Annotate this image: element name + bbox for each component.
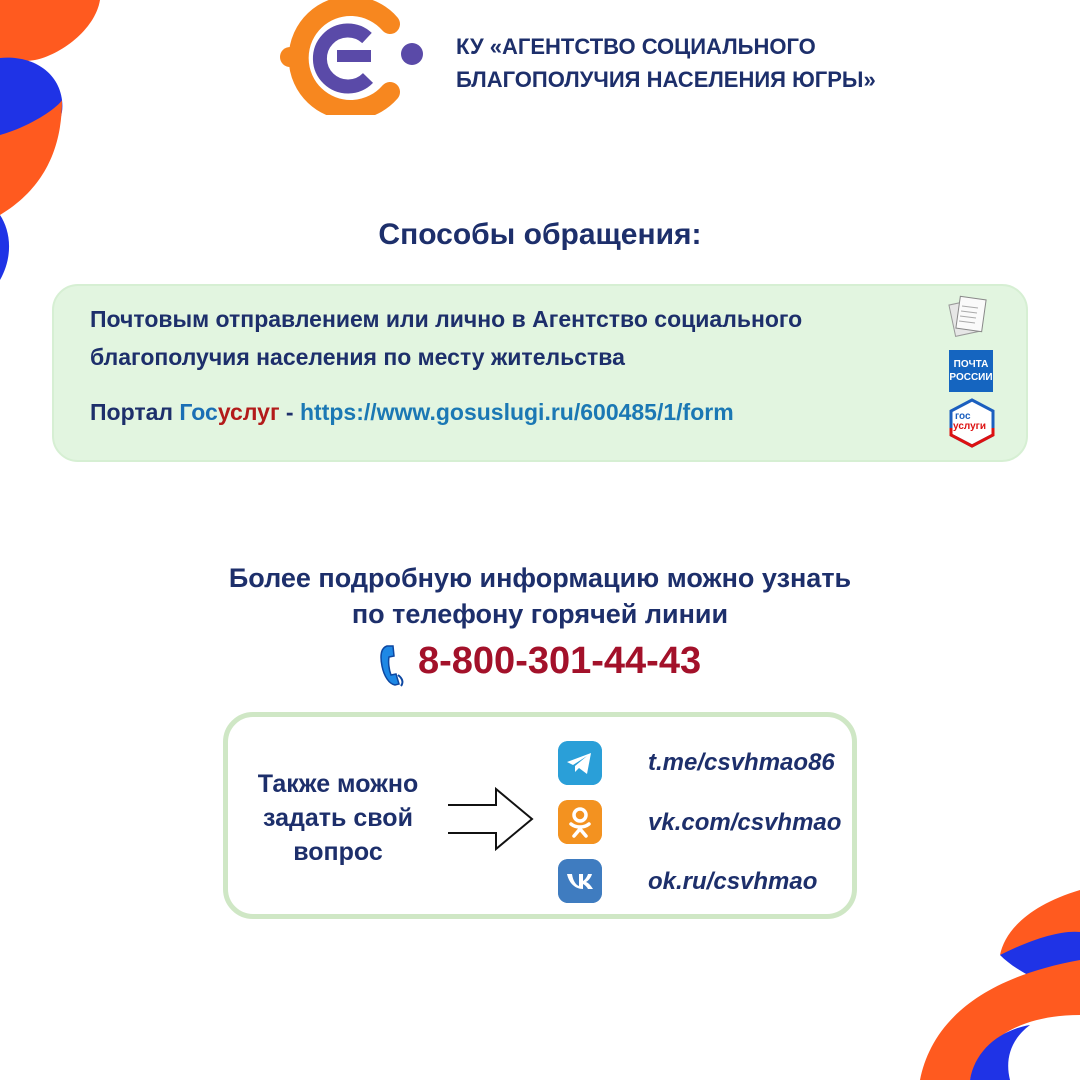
hotline-info-line2: по телефону горячей линии <box>351 599 729 629</box>
vk-icon[interactable] <box>558 859 602 903</box>
portal-url-link[interactable]: https://www.gosuslugi.ru/600485/1/form <box>299 399 734 425</box>
org-title-line2: БЛАГОПОЛУЧИЯ НАСЕЛЕНИЯ ЮГРЫ» <box>456 67 876 92</box>
ask-question-text <box>248 767 428 869</box>
contact-methods-box <box>52 284 1028 462</box>
telegram-icon[interactable] <box>558 741 602 785</box>
gos-icon-line2: услуги <box>953 421 986 432</box>
social-link-3[interactable]: ok.ru/csvhmao <box>648 868 818 895</box>
hotline-info-line1: Более подробную информацию можно узнать <box>228 563 852 593</box>
ask-line1: Также можно <box>257 770 419 798</box>
russian-post-icon <box>949 350 993 392</box>
method-post-line1: Почтовым отправлением или лично в Агентство социального <box>90 306 803 332</box>
hotline-info <box>0 560 1080 632</box>
org-title-line1: КУ «АГЕНТСТВО СОЦИАЛЬНОГО <box>456 34 816 59</box>
phone-row <box>378 640 702 690</box>
method-post-line2: благополучия населения по месту жительства <box>90 344 625 370</box>
post-icon-line1: ПОЧТА <box>953 359 989 370</box>
post-icon-line2: РОССИИ <box>949 372 993 383</box>
portal-dash: - <box>279 399 300 425</box>
agency-logo <box>272 0 432 115</box>
gosuslugi-icon <box>949 398 995 448</box>
method-portal-line <box>90 399 734 426</box>
arrow-right-icon <box>446 787 536 851</box>
phone-icon <box>378 642 410 688</box>
gos-icon-line1: гос <box>955 411 971 422</box>
ask-line3: вопрос <box>293 838 383 866</box>
gosuslugi-part1: Гос <box>179 399 218 425</box>
gosuslugi-part2: услуг <box>217 399 280 425</box>
hotline-phone-number[interactable]: 8-800-301-44-43 <box>418 640 702 682</box>
portal-prefix: Портал <box>90 399 180 425</box>
social-link-1[interactable]: t.me/csvhmao86 <box>648 749 835 776</box>
decorative-ribbon-bottom-right <box>920 880 1080 1080</box>
odnoklassniki-icon[interactable] <box>558 800 602 844</box>
documents-icon <box>944 292 992 340</box>
ask-line2: задать свой <box>263 804 413 832</box>
section-title: Способы обращения: <box>378 218 702 251</box>
social-link-2[interactable]: vk.com/csvhmao <box>648 809 842 836</box>
organization-title <box>456 30 876 96</box>
social-contacts-box <box>223 712 857 919</box>
